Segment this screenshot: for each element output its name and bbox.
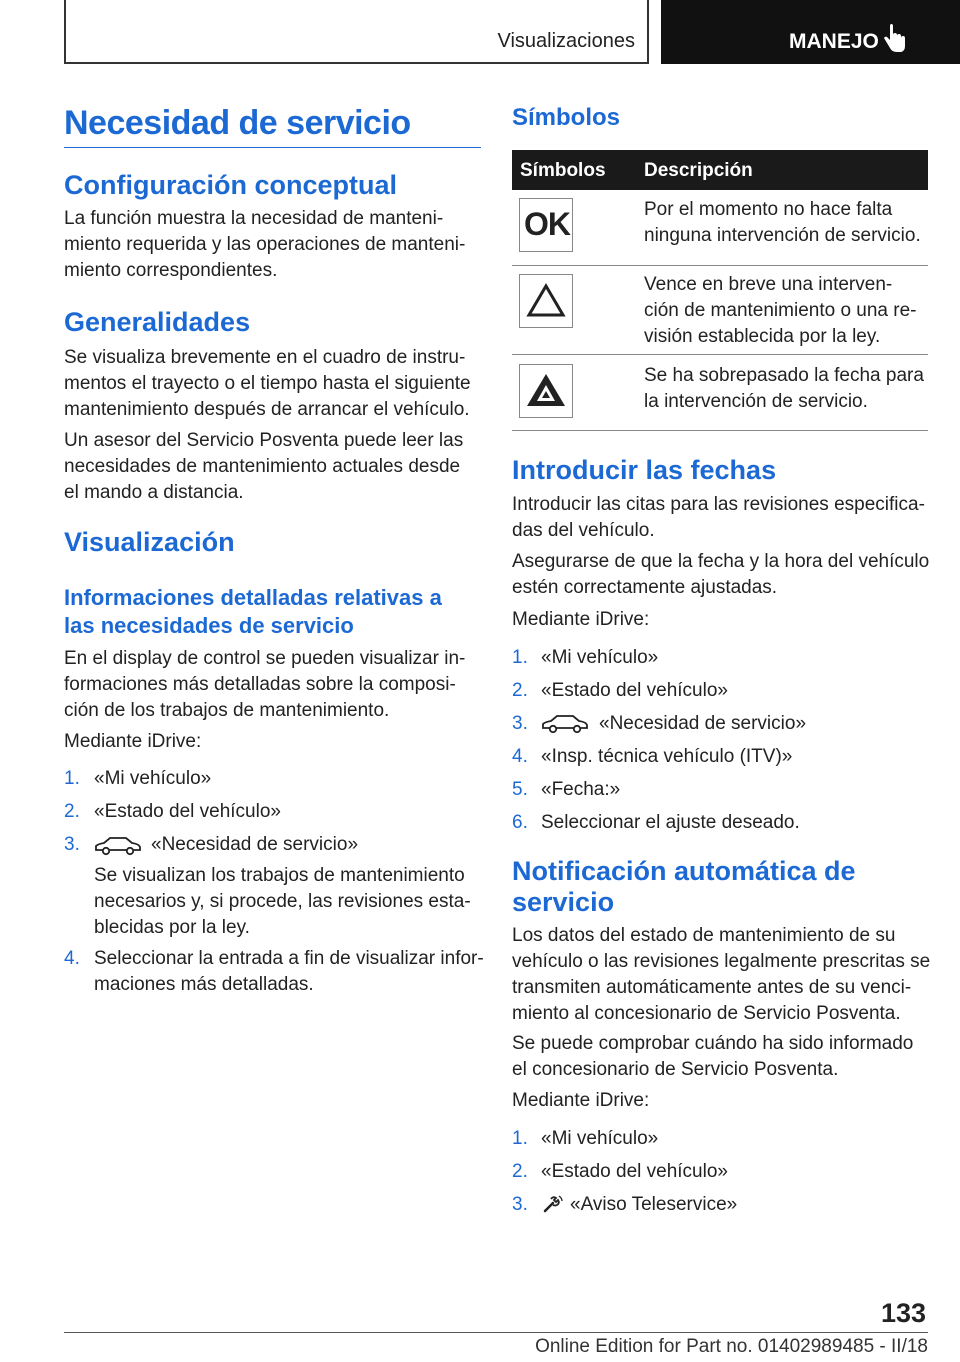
step-text: «Estado del vehículo» (541, 680, 728, 701)
step-number: 5. (512, 779, 528, 800)
step-note: Se visualizan los trabajos de mantenimiento necesarios y, si procede, las revisiones esta- blecidas por la ley. (94, 865, 471, 938)
step-text: «Mi vehículo» (94, 768, 212, 789)
step-number: 3. (64, 834, 80, 855)
heading-configuracion: Configuración conceptual (64, 170, 398, 200)
footer-edition: Online Edition for Part no. 01402989485 - II/18 (535, 1336, 928, 1357)
step-text: «Fecha:» (541, 779, 621, 800)
triangle-outline-icon (520, 275, 572, 327)
header-section-label: Visualizaciones (497, 30, 635, 52)
table-row-divider (512, 430, 928, 431)
paragraph-generalidades-2: Un asesor del Servicio Posventa puede leer las necesidades de mantenimiento actuales desde el mando a distancia. (64, 430, 464, 503)
paragraph-idrive: Mediante iDrive: (64, 731, 202, 752)
step-number: 4. (64, 948, 80, 969)
step-number: 1. (512, 1128, 528, 1149)
paragraph-notificacion-1: Los datos del estado de mantenimiento de su vehículo o las revisiones legalmente prescritas se transmiten automáticamente antes de su venci- miento al concesionario de Servicio Posventa. (512, 925, 931, 1024)
car-icon (541, 714, 589, 734)
paragraph-fechas-1: Introducir las citas para las revisiones especifica- das del vehículo. (512, 494, 925, 541)
heading-notificacion: Notificación automática de servicio (512, 856, 856, 917)
title-rule (64, 147, 481, 148)
step-number: 2. (512, 680, 528, 701)
header-section-tab (64, 0, 649, 64)
step-text: «Estado del vehículo» (94, 801, 281, 822)
step-text: «Mi vehículo» (541, 1128, 659, 1149)
paragraph-configuracion: La función muestra la necesidad de manteni- miento requerida y las operaciones de manteni- miento correspondientes. (64, 208, 466, 281)
page-number: 133 (881, 1298, 927, 1328)
header-chapter-tab (661, 0, 960, 64)
ok-symbol: OK (519, 198, 573, 252)
column-header-simbolos: Símbolos (520, 160, 606, 181)
paragraph-fechas-2: Asegurarse de que la fecha y la hora del vehículo estén correctamente ajustadas. (512, 551, 930, 598)
overdue-triangle-symbol (519, 364, 573, 418)
header-chapter-label: MANEJO (789, 30, 879, 53)
symbols-table-header (512, 150, 928, 190)
footer-rule (64, 1332, 928, 1333)
triangle-filled-icon (520, 365, 572, 417)
step-number: 6. (512, 812, 528, 833)
step-text: «Necesidad de servicio» (599, 713, 807, 734)
car-icon (94, 836, 142, 856)
heading-generalidades: Generalidades (64, 307, 251, 337)
step-number: 3. (512, 1194, 528, 1215)
paragraph-generalidades-1: Se visualiza brevemente en el cuadro de instru- mentos el trayecto o el tiempo hasta el siguiente mantenimiento después de arrancar el vehículo. (64, 347, 471, 420)
step-text: «Necesidad de servicio» (151, 834, 359, 855)
heading-simbolos: Símbolos (512, 104, 621, 131)
step-text: Seleccionar la entrada a fin de visualizar infor- maciones más detalladas. (94, 948, 484, 995)
step-text: «Aviso Teleservice» (570, 1194, 738, 1215)
table-cell-description: Vence en breve una interven- ción de mantenimiento o una re- visión establecida por la ley. (644, 274, 917, 347)
hand-pointer-icon (883, 24, 907, 54)
paragraph-notificacion-2: Se puede comprobar cuándo ha sido informado el concesionario de Servicio Posventa. (512, 1033, 914, 1080)
step-number: 1. (512, 647, 528, 668)
paragraph-notificacion-idrive: Mediante iDrive: (512, 1090, 650, 1111)
heading-introducir-fechas: Introducir las fechas (512, 455, 777, 485)
step-number: 4. (512, 746, 528, 767)
page-title: Necesidad de servicio (64, 104, 411, 142)
step-text: «Insp. técnica vehículo (ITV)» (541, 746, 793, 767)
step-number: 2. (512, 1161, 528, 1182)
paragraph-fechas-idrive: Mediante iDrive: (512, 609, 650, 630)
step-number: 3. (512, 713, 528, 734)
paragraph-display: En el display de control se pueden visualizar in- formaciones más detalladas sobre la composi- ción de los trabajos de mantenimiento. (64, 648, 466, 721)
subheading-informaciones: Informaciones detalladas relativas a las necesidades de servicio (64, 585, 442, 638)
table-row-divider (512, 265, 928, 266)
table-cell-description: Por el momento no hace falta ninguna intervención de servicio. (644, 199, 921, 246)
table-row-divider (512, 354, 928, 355)
warning-triangle-symbol (519, 274, 573, 328)
heading-visualizacion: Visualización (64, 527, 235, 557)
table-cell-description: Se ha sobrepasado la fecha para la intervención de servicio. (644, 365, 924, 412)
step-number: 1. (64, 768, 80, 789)
step-text: Seleccionar el ajuste deseado. (541, 812, 800, 833)
step-text: «Mi vehículo» (541, 647, 659, 668)
column-header-descripcion: Descripción (644, 160, 753, 181)
step-text: «Estado del vehículo» (541, 1161, 728, 1182)
step-number: 2. (64, 801, 80, 822)
teleservice-wrench-icon (542, 1194, 564, 1214)
